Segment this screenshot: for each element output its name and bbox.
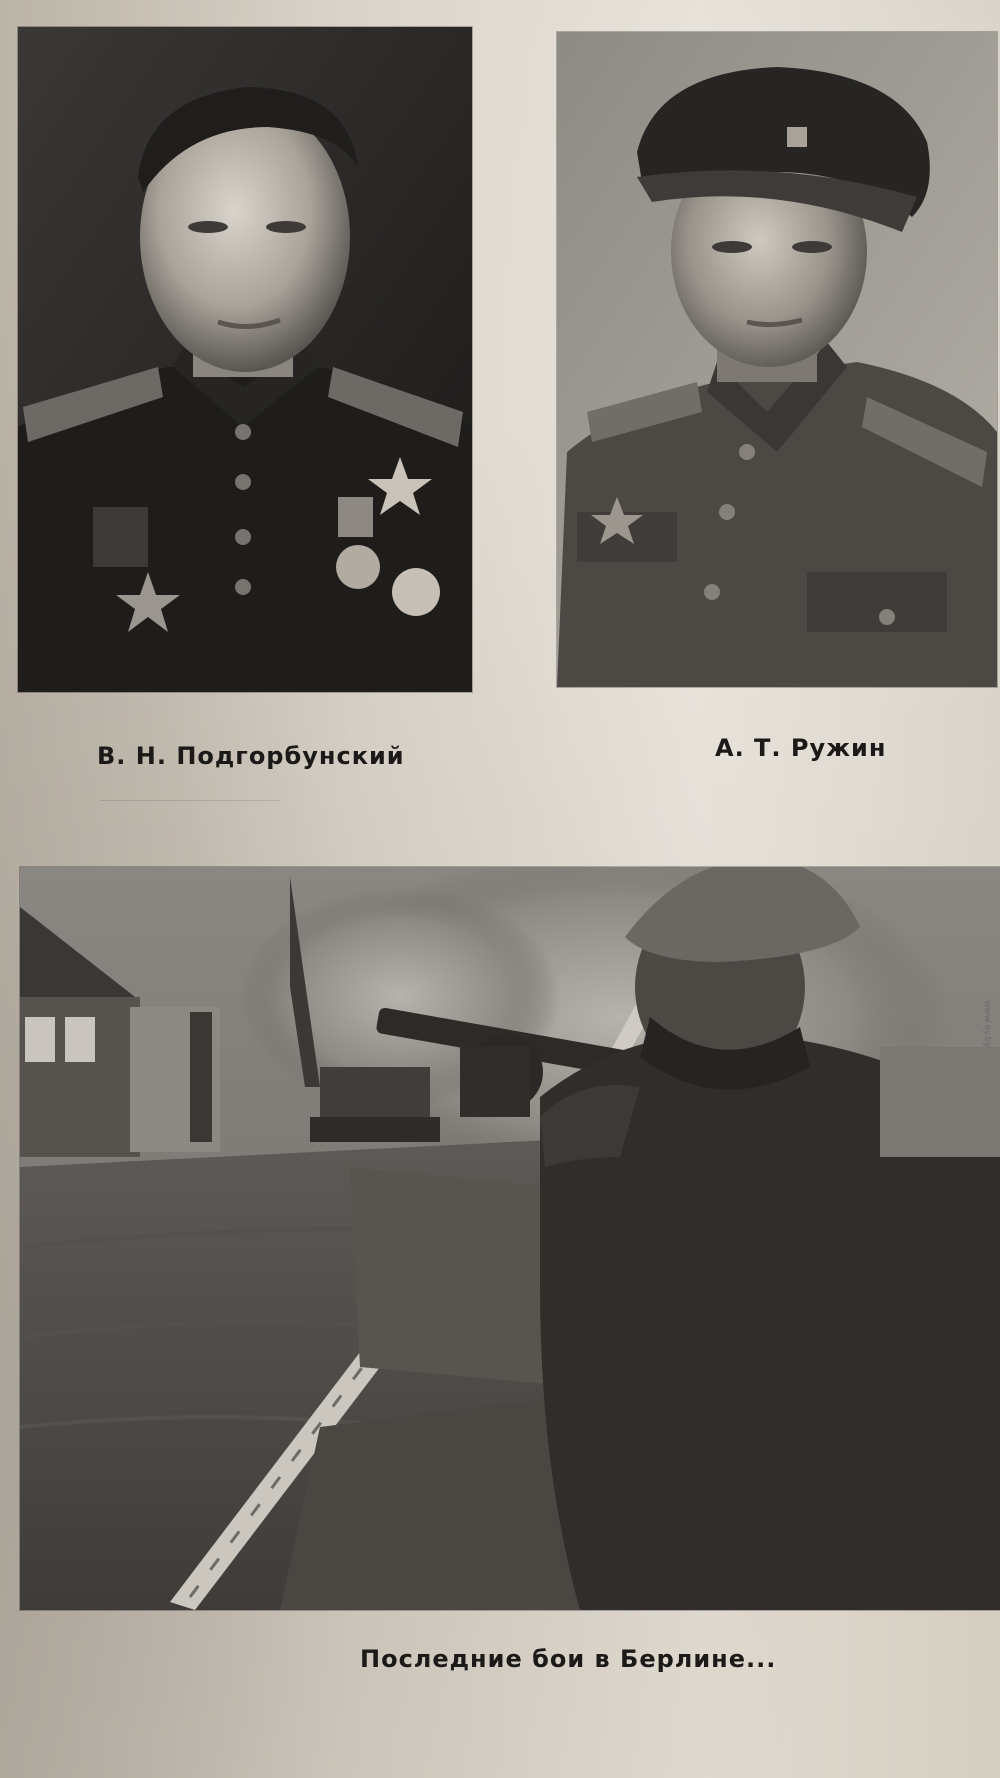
battle-scene-photo	[20, 867, 1000, 1610]
battle-scene-image	[20, 867, 1000, 1610]
watermark: www.ay.by	[982, 1000, 992, 1048]
portrait-ruzhin-image	[557, 32, 997, 687]
portrait-photo-podgorbunsky	[18, 27, 472, 692]
scene-caption: Последние бои в Берлине...	[360, 1645, 777, 1673]
portrait-caption-podgorbunsky: В. Н. Подгорбунский	[97, 742, 405, 770]
portrait-podgorbunsky-image	[18, 27, 472, 692]
portrait-photo-ruzhin	[557, 32, 997, 687]
faint-page-rule	[100, 800, 280, 801]
portrait-caption-ruzhin: А. Т. Ружин	[715, 734, 887, 762]
